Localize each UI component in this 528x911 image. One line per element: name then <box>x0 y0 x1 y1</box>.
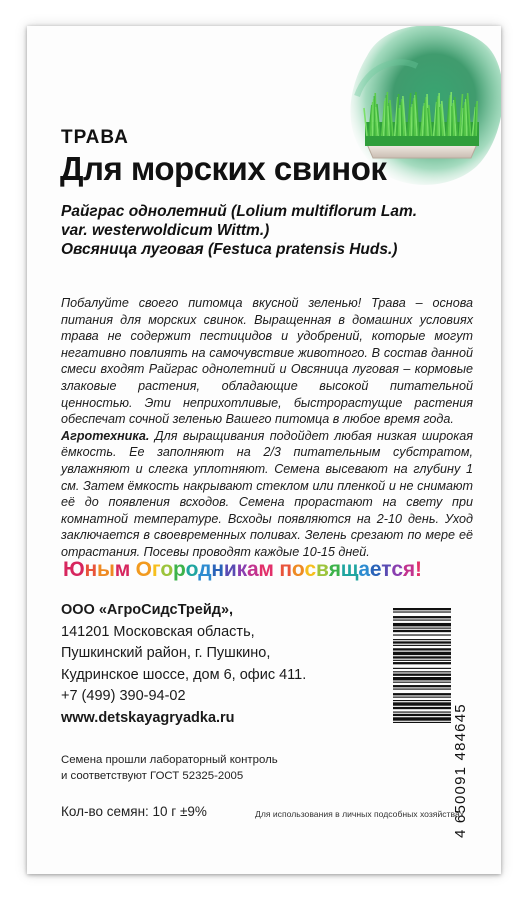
lab-control-line: Семена прошли лабораторный контроль <box>61 754 278 766</box>
slogan-word: посвящается! <box>279 558 422 581</box>
address-line: 141201 Московская область, <box>61 623 255 640</box>
category-label: ТРАВА <box>61 127 129 148</box>
lab-control-note <box>61 752 321 784</box>
private-use-note: Для использования в личных подсобных хозяйствах <box>255 809 465 819</box>
agrotechnics-label: Агротехника. <box>61 428 150 443</box>
slogan-word: Огородникам <box>135 558 274 581</box>
address-line: Кудринское шоссе, дом 6, офис 411. <box>61 666 307 683</box>
website: www.detskayagryadka.ru <box>61 709 235 726</box>
barcode <box>393 606 473 838</box>
slogan <box>63 558 422 582</box>
species-line: Райграс однолетний (Lolium multiflorum Lam. <box>61 203 418 220</box>
product-title: Для морских свинок <box>60 150 387 187</box>
slogan-word: Юным <box>63 558 131 581</box>
seed-packet-back <box>27 26 501 874</box>
species-list <box>61 202 481 259</box>
agrotechnics-text: Для выращивания подойдет любая низкая широкая ёмкость. Ее заполняют на 2/3 питательным субстратом, увлажняют и слегка уплотняют. Семена высевают на глубину 1 см. Затем ёмкость накрывают стеклом или пленкой и не снимают её до появления всходов. Семена прорастают на свету при комнатной температуре. Всходы появляются на 2-10 день. Уход заключается в своевременных поливах. Зелень срезают по мере её отрастания. Посевы проводят каждые 10-15 дней. <box>61 428 473 559</box>
description <box>61 295 473 561</box>
species-line: Овсяница луговая (Festuca pratensis Huds.) <box>61 241 398 258</box>
phone-number: +7 (499) 390-94-02 <box>61 688 186 704</box>
lab-control-line: и соответствуют ГОСТ 52325-2005 <box>61 770 244 782</box>
barcode-digits: 4 650091 484645 <box>452 703 469 838</box>
agrotechnics-paragraph <box>61 428 473 561</box>
species-line: var. westerwoldicum Wittm.) <box>61 222 270 239</box>
company-name: ООО «АгроСидсТрейд», <box>61 602 234 618</box>
company-info <box>61 600 351 729</box>
description-intro: Побалуйте своего питомца вкусной зеленью! Трава – основа питания для морских свинок. Выращенная в домашних условиях трава не содержит пестицидов и удобрений, которые могут негативно повлиять на самочувствие животного. В состав данной смеси входят Райграс однолетний и Овсяница луговая – кормовые злаковые растения, обладающие высокой питательной ценностью. Эти неприхотливые, быстрорастущие растения обеспечат сочной зеленью Вашего питомца в любое время года. <box>61 296 473 427</box>
address-line: Пушкинский район, г. Пушкино, <box>61 645 271 661</box>
seed-count: Кол-во семян: 10 г ±9% <box>61 804 207 819</box>
